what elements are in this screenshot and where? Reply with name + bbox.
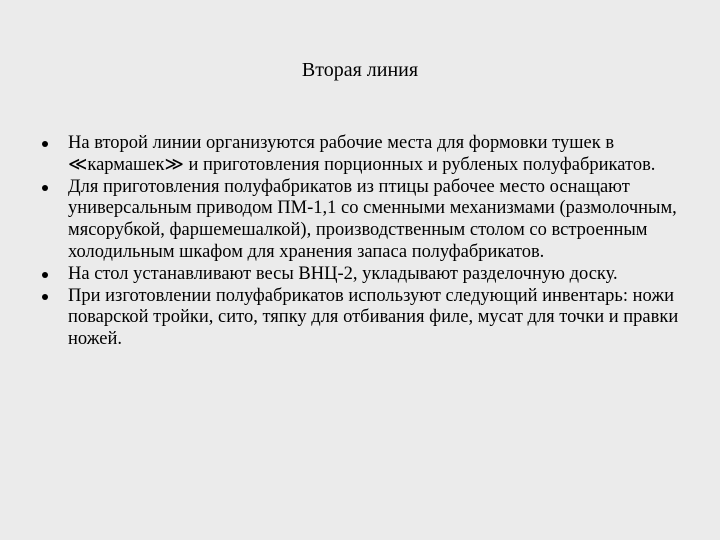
- bullet-dot-icon: [42, 141, 48, 147]
- bullet-dot-icon: [42, 294, 48, 300]
- bullet-text: На второй линии организуются рабочие места для формовки тушек в ≪кармашек≫ и приготовления порционных и рубленых полуфабрикатов.: [68, 133, 656, 175]
- bullet-dot-icon: [42, 185, 48, 191]
- bullet-dot-icon: [42, 272, 48, 278]
- bullet-item: [42, 177, 682, 264]
- bullet-text: Для приготовления полуфабрикатов из птицы рабочее место оснащают универсальным приводом ПМ-1,1 со сменными механизмами (размолочным, мясорубкой, фаршемешалкой), производственным столом со встроенным холодильным шкафом для хранения запаса полуфабрикатов.: [68, 176, 677, 262]
- bullet-text: При изготовлении полуфабрикатов используют следующий инвентарь: ножи поварской тройки, сито, тяпку для отбивания филе, мусат для точки и правки ножей.: [68, 285, 679, 350]
- slide-title: Вторая линия: [301, 59, 419, 81]
- bullet-text: На стол устанавливают весы ВНЦ-2, укладывают разделочную доску.: [68, 263, 618, 284]
- bullet-item: [42, 286, 682, 351]
- bullet-item: [42, 133, 682, 177]
- bullet-list: [42, 133, 682, 351]
- bullet-item: [42, 264, 682, 286]
